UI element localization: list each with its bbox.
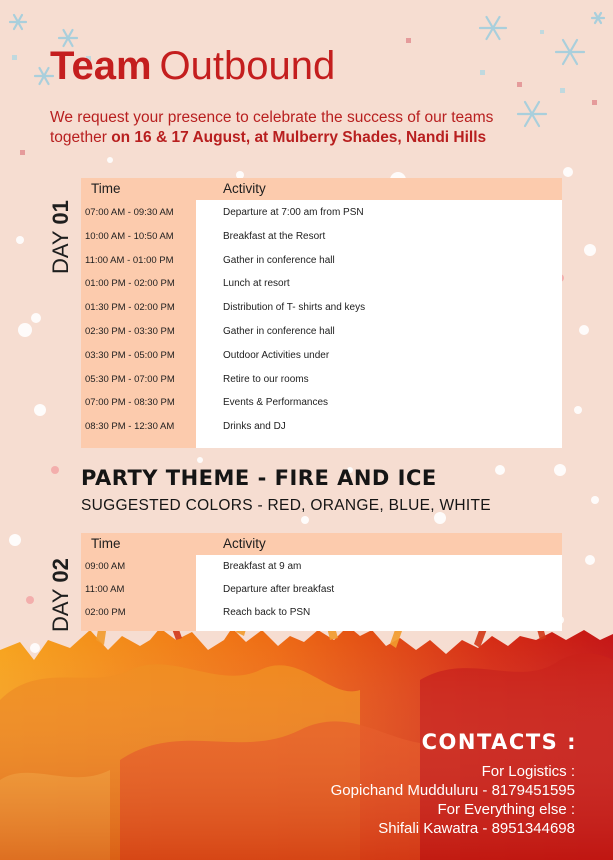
row-time: 03:30 PM - 05:00 PM	[85, 349, 175, 361]
page-title	[50, 40, 335, 92]
day-02-label	[48, 558, 74, 632]
table-row	[81, 578, 562, 602]
row-activity: Outdoor Activities under	[223, 349, 330, 361]
everything-else-label: For Everything else :	[437, 801, 575, 818]
table-row	[81, 368, 562, 392]
table-header	[81, 533, 562, 555]
row-activity: Distribution of T- shirts and keys	[223, 302, 366, 314]
row-activity: Departure after breakfast	[223, 584, 335, 595]
table-row	[81, 225, 562, 249]
header-activity: Activity	[223, 181, 266, 196]
row-time: 09:00 AM	[85, 561, 126, 572]
title-bold: Team	[50, 44, 152, 88]
row-activity: Reach back to PSN	[223, 607, 311, 618]
row-activity: Gather in conference hall	[223, 254, 335, 266]
party-theme: PARTY THEME - FIRE AND ICE	[81, 466, 437, 490]
row-time: 01:30 PM - 02:00 PM	[85, 302, 175, 314]
logistics-label: For Logistics :	[481, 763, 575, 780]
everything-else-contact: Shifali Kawatra - 8951344698	[378, 820, 575, 837]
intro-paragraph	[50, 108, 520, 148]
row-activity: Events & Performances	[223, 397, 329, 409]
table-row	[81, 601, 562, 625]
table-row	[81, 391, 562, 415]
table-row	[81, 272, 562, 296]
row-activity: Breakfast at the Resort	[223, 230, 326, 242]
day-label-prefix: DAY	[48, 588, 73, 632]
row-activity: Departure at 7:00 am from PSN	[223, 207, 364, 218]
suggested-colors: SUGGESTED COLORS - RED, ORANGE, BLUE, WHITE	[81, 497, 491, 514]
contacts-heading: CONTACTS :	[421, 730, 577, 754]
table-row	[81, 320, 562, 344]
row-time: 08:30 PM - 12:30 AM	[85, 421, 175, 433]
row-activity: Drinks and DJ	[223, 421, 286, 433]
row-activity: Retire to our rooms	[223, 373, 309, 385]
row-time: 05:30 PM - 07:00 PM	[85, 373, 175, 385]
row-activity: Gather in conference hall	[223, 326, 335, 337]
table-row	[81, 296, 562, 320]
table-header	[81, 178, 562, 200]
row-time: 02:30 PM - 03:30 PM	[85, 326, 175, 337]
day-label-number: 02	[48, 558, 73, 583]
title-light: Outbound	[159, 44, 336, 88]
row-activity: Breakfast at 9 am	[223, 561, 302, 572]
row-time: 07:00 AM - 09:30 AM	[85, 207, 174, 218]
row-time: 11:00 AM	[85, 584, 125, 595]
day-01-schedule-table	[81, 178, 562, 448]
table-row	[81, 344, 562, 368]
row-time: 07:00 PM - 08:30 PM	[85, 397, 175, 409]
row-time: 01:00 PM - 02:00 PM	[85, 278, 175, 290]
row-time: 02:00 PM	[85, 607, 126, 618]
header-activity: Activity	[223, 536, 266, 551]
row-activity: Lunch at resort	[223, 278, 290, 290]
intro-date-venue: on 16 & 17 August, at Mulberry Shades, Nandi Hills	[111, 129, 487, 146]
header-time: Time	[91, 181, 121, 196]
day-01-label	[48, 200, 74, 274]
table-row	[81, 249, 562, 273]
day-label-number: 01	[48, 200, 73, 225]
logistics-contact: Gopichand Mudduluru - 8179451595	[330, 782, 575, 799]
day-label-prefix: DAY	[48, 230, 73, 274]
table-row	[81, 201, 562, 225]
header-time: Time	[91, 536, 121, 551]
table-row	[81, 415, 562, 439]
table-row	[81, 555, 562, 579]
row-time: 10:00 AM - 10:50 AM	[85, 230, 174, 242]
intro-text: We request your presence to celebrate the success of our teams together	[50, 109, 494, 146]
day-02-schedule-table	[81, 533, 562, 631]
row-time: 11:00 AM - 01:00 PM	[85, 254, 174, 266]
